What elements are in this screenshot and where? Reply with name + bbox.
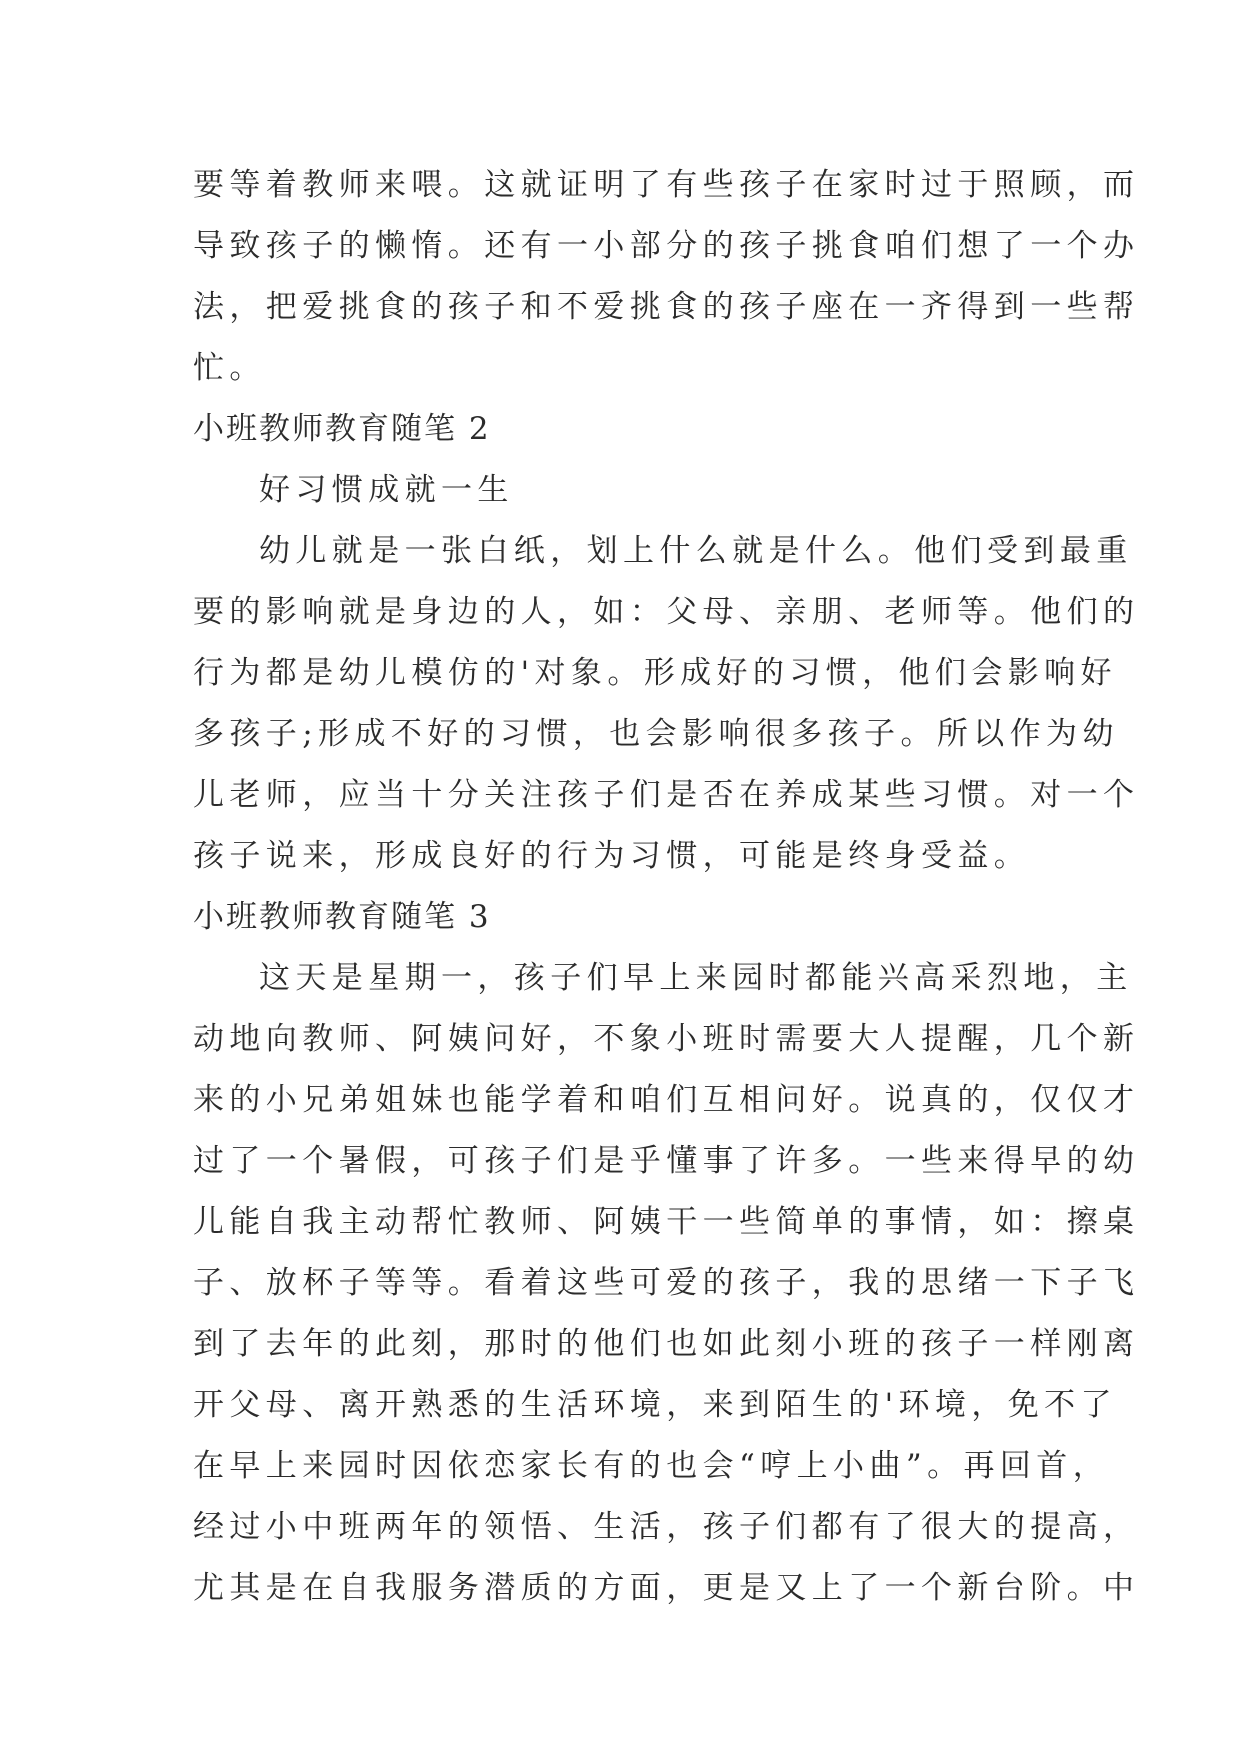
paragraph-line: 动地向教师、阿姨问好，不象小班时需要大人提醒，几个新 bbox=[193, 1021, 1140, 1057]
paragraph-line: 子、放杯子等等。看着这些可爱的孩子，我的思绪一下子飞 bbox=[193, 1265, 1140, 1301]
paragraph-line: 过了一个暑假，可孩子们是乎懂事了许多。一些来得早的幼 bbox=[193, 1143, 1140, 1179]
paragraph-line: 孩子说来，形成良好的行为习惯，可能是终身受益。 bbox=[193, 838, 1031, 874]
paragraph-line: 要的影响就是身边的人，如：父母、亲朋、老师等。他们的 bbox=[193, 594, 1140, 630]
paragraph-line: 行为都是幼儿模仿的'对象。形成好的习惯，他们会影响好 bbox=[193, 655, 1117, 691]
paragraph-line: 导致孩子的懒惰。还有一小部分的孩子挑食咱们想了一个办 bbox=[193, 228, 1140, 264]
paragraph-line: 来的小兄弟姐妹也能学着和咱们互相问好。说真的，仅仅才 bbox=[193, 1082, 1140, 1118]
paragraph-line: 法，把爱挑食的孩子和不爱挑食的孩子座在一齐得到一些帮 bbox=[193, 289, 1140, 325]
paragraph-line: 在早上来园时因依恋家长有的也会“哼上小曲”。再回首， bbox=[193, 1448, 1110, 1484]
section-heading: 小班教师教育随笔 3 bbox=[193, 899, 491, 935]
document-body bbox=[193, 155, 1140, 1619]
paragraph-line: 经过小中班两年的领悟、生活，孩子们都有了很大的提高， bbox=[193, 1509, 1140, 1545]
paragraph-line: 尤其是在自我服务潜质的方面，更是又上了一个新台阶。中 bbox=[193, 1570, 1140, 1606]
section-heading: 小班教师教育随笔 2 bbox=[193, 411, 491, 447]
paragraph-line: 儿老师，应当十分关注孩子们是否在养成某些习惯。对一个 bbox=[193, 777, 1140, 813]
paragraph-line: 多孩子;形成不好的习惯，也会影响很多孩子。所以作为幼 bbox=[193, 716, 1119, 752]
paragraph-line: 要等着教师来喂。这就证明了有些孩子在家时过于照顾，而 bbox=[193, 167, 1140, 203]
paragraph-line: 儿能自我主动帮忙教师、阿姨干一些简单的事情，如：擦桌 bbox=[193, 1204, 1140, 1240]
paragraph-line: 幼儿就是一张白纸，划上什么就是什么。他们受到最重 bbox=[259, 533, 1133, 569]
section-subtitle: 好习惯成就一生 bbox=[259, 472, 514, 508]
paragraph-line: 忙。 bbox=[193, 350, 266, 386]
paragraph-line: 到了去年的此刻，那时的他们也如此刻小班的孩子一样刚离 bbox=[193, 1326, 1140, 1362]
paragraph-line: 这天是星期一，孩子们早上来园时都能兴高采烈地，主 bbox=[259, 960, 1133, 996]
paragraph-line: 开父母、离开熟悉的生活环境，来到陌生的'环境，免不了 bbox=[193, 1387, 1117, 1423]
